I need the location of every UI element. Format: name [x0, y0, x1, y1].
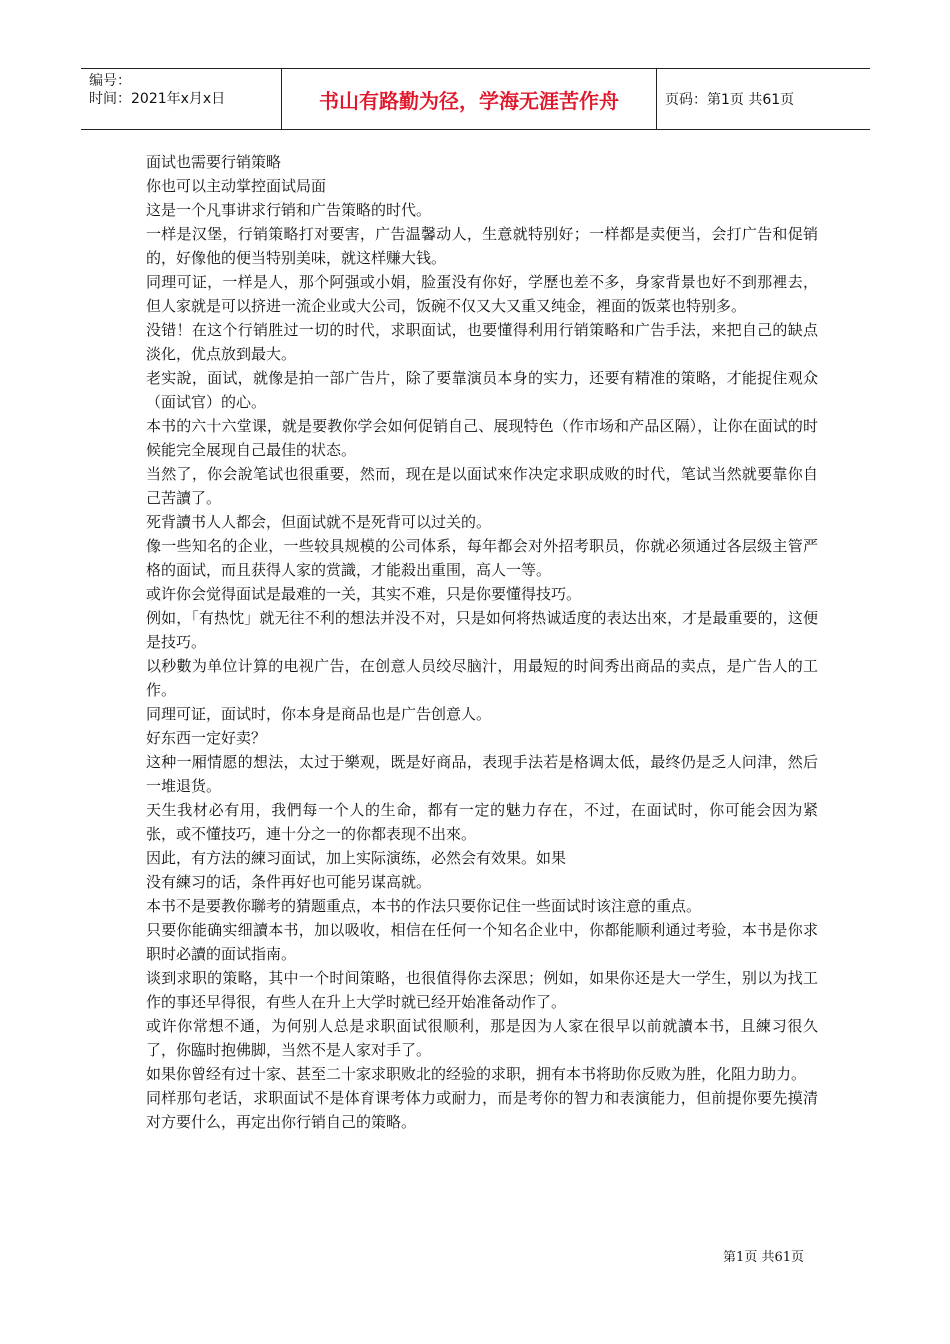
- body-paragraph: 一样是汉堡，行销策略打对要害，广告温馨动人，生意就特别好；一样都是卖便当，会打广告和促销的，好像他的便当特别美味，就这样赚大钱。: [146, 225, 818, 267]
- body-paragraph: 天生我材必有用，我們每一个人的生命，都有一定的魅力存在，不过，在面试时，你可能会因为紧张，或不懂技巧，連十分之一的你都表现不出來。: [146, 801, 818, 843]
- body-paragraph: 好东西一定好卖？: [146, 729, 267, 747]
- document-number-label: 编号：: [89, 73, 131, 89]
- body-paragraph: 没错！在这个行销胜过一切的时代，求职面试，也要懂得利用行销策略和广告手法，来把自己的缺点淡化，优点放到最大。: [146, 321, 818, 363]
- body-paragraph: 面试也需要行销策略: [146, 153, 282, 171]
- page-header: [81, 68, 870, 130]
- body-paragraph: 像一些知名的企业，一些较具规模的公司体系，每年都会对外招考职员，你就必须通过各层级主管严格的面试，而且获得人家的赏識，才能殺出重围，高人一等。: [146, 537, 818, 579]
- body-paragraph: 以秒數为单位计算的电视广告，在创意人员绞尽脑汁，用最短的时间秀出商品的卖点，是广告人的工作。: [146, 657, 818, 699]
- body-paragraph: 或许你会觉得面试是最难的一关，其实不难，只是你要懂得技巧。: [146, 585, 582, 603]
- header-page-info: 页码：第1页 共61页: [665, 92, 795, 108]
- body-paragraph: 如果你曾经有过十家、甚至二十家求职败北的经验的求职，拥有本书将助你反败为胜，化阻力助力。: [146, 1065, 807, 1083]
- body-paragraph: 当然了，你会說笔试也很重要，然而，现在是以面试來作决定求职成败的时代，笔试当然就要靠你自己苦讀了。: [146, 465, 818, 507]
- body-paragraph: 你也可以主动掌控面试局面: [146, 177, 327, 195]
- body-paragraph: 或许你常想不通，为何别人总是求职面试很顺利，那是因为人家在很早以前就讀本书，且練习很久了，你臨时抱佛脚，当然不是人家对手了。: [146, 1017, 818, 1059]
- body-paragraph: 同样那句老话，求职面试不是体育课考体力或耐力，而是考你的智力和表演能力，但前提你要先摸清对方要什么，再定出你行销自己的策略。: [146, 1089, 818, 1131]
- body-paragraph: 只要你能确实细讀本书，加以吸收，相信在任何一个知名企业中，你都能顺利通过考验，本书是你求职时必讀的面试指南。: [146, 921, 818, 963]
- body-paragraph: 本书不是要教你聯考的猜题重点，本书的作法只要你记住一些面试时该注意的重点。: [146, 897, 702, 915]
- body-paragraph: 谈到求职的策略，其中一个时间策略，也很值得你去深思；例如，如果你还是大一学生，别以为找工作的事还早得很，有些人在升上大学时就已经开始准备动作了。: [146, 969, 818, 1011]
- body-paragraph: 同理可证，面试时，你本身是商品也是广告创意人。: [146, 705, 492, 723]
- document-body: [146, 150, 818, 1134]
- body-paragraph: 没有練习的话，条件再好也可能另谋高就。: [146, 873, 432, 891]
- header-meta: [81, 69, 281, 129]
- body-paragraph: 老实說，面试，就像是拍一部广告片，除了要靠演员本身的实力，还要有精准的策略，才能捉住观众（面试官）的心。: [146, 369, 818, 411]
- body-paragraph: 例如，「有热忱」就无往不利的想法并没不对，只是如何将热诚适度的表达出來，才是最重要的，这便是技巧。: [146, 609, 818, 651]
- header-motto: 书山有路勤为径，学海无涯苦作舟: [281, 69, 657, 129]
- document-date: 时间：2021年x月x日: [89, 91, 226, 107]
- page-footer: 第1页 共61页: [723, 1250, 804, 1265]
- body-paragraph: 死背讀书人人都会，但面试就不是死背可以过关的。: [146, 513, 492, 531]
- body-paragraph: 因此，有方法的練习面试，加上实际演练，必然会有效果。如果: [146, 849, 567, 867]
- body-paragraph: 这是一个凡事讲求行销和广告策略的时代。: [146, 201, 432, 219]
- body-paragraph: 本书的六十六堂课，就是要教你学会如何促销自己、展现特色（作市场和产品区隔），让你在面试的时候能完全展现自己最佳的状态。: [146, 417, 818, 459]
- body-paragraph: 这种一厢情愿的想法，太过于樂观，既是好商品，表现手法若是格调太低，最终仍是乏人问津，然后一堆退货。: [146, 753, 818, 795]
- body-paragraph: 同理可证，一样是人，那个阿强或小娟，脸蛋没有你好，学歷也差不多，身家背景也好不到那裡去，但人家就是可以挤进一流企业或大公司，饭碗不仅又大又重又纯金，裡面的饭菜也特别多。: [146, 273, 818, 315]
